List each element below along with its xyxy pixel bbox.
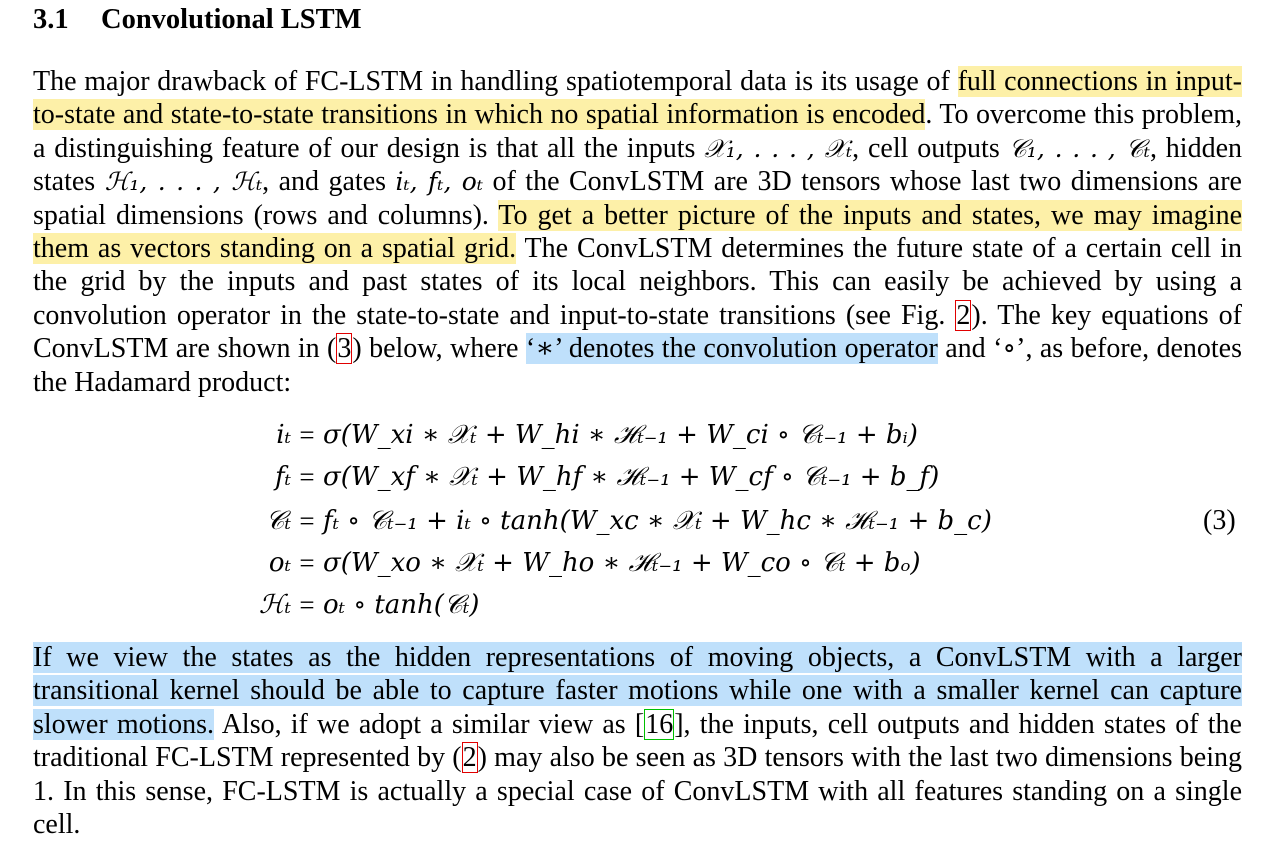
equation-rhs: σ(W_xf ∗ 𝒳ₜ + W_hf ∗ ℋₜ₋₁ + W_cf ∘ 𝒞ₜ₋₁ + b_f) xyxy=(323,462,940,492)
highlight-yellow[interactable]: full connections in input-to-state and state-to-state transitions in which no spatial information is encoded xyxy=(33,66,1242,131)
highlight-blue[interactable]: If we view the states as the hidden representations of moving objects, a ConvLSTM with a larger transitional kernel should be able to capture faster motions while one with a smaller kernel can capture slower motions. xyxy=(33,642,1242,740)
equation-reference-link[interactable]: 2 xyxy=(462,742,477,774)
equation-equals: = xyxy=(299,420,315,450)
paragraph-1 xyxy=(33,65,1242,399)
p2-text: ) may also be seen as 3D tensors with the last two dimensions being 1. In this sense, FC-LSTM is actually a special case of ConvLSTM with all features standing on a single cell. xyxy=(33,742,1242,841)
citation-link[interactable]: 16 xyxy=(645,708,674,740)
math-gates: iₜ, fₜ, oₜ xyxy=(395,167,484,197)
section-title: Convolutional LSTM xyxy=(101,4,362,35)
equation-lhs: 𝒞ₜ xyxy=(265,506,291,536)
figure-reference-link[interactable]: 2 xyxy=(956,299,971,331)
p1-text: . To overcome this problem, a distinguishing feature of our design is that all the inputs xyxy=(33,99,1242,164)
equation-rhs: σ(W_xi ∗ 𝒳ₜ + W_hi ∗ ℋₜ₋₁ + W_ci ∘ 𝒞ₜ₋₁ + bᵢ) xyxy=(323,420,918,450)
highlight-blue[interactable]: ‘∗’ denotes the convolution operator xyxy=(525,333,938,365)
section-number: 3.1 xyxy=(33,4,69,35)
p1-text: The ConvLSTM determines the future state of a certain cell in the grid by the inputs and past states of its local neighbors. This can easily be achieved by using a convolution operator in the state-to-state and input-to-state transitions (see Fig. xyxy=(33,233,1243,331)
math-inputs: 𝒳₁, . . . , 𝒳ₜ xyxy=(704,133,853,163)
p1-text: ) below, where xyxy=(352,333,526,365)
math-hidden: ℋ₁, . . . , ℋₜ xyxy=(104,167,263,197)
p1-text: The major drawback of FC-LSTM in handling spatiotemporal data is its usage of xyxy=(33,66,958,97)
equation-lhs: oₜ xyxy=(268,548,291,578)
equation-lhs: fₜ xyxy=(274,462,291,492)
p1-text: ). The key equations of ConvLSTM are shown in ( xyxy=(33,299,1242,365)
p1-text: , hidden states xyxy=(33,132,1242,198)
p1-text: , and gates xyxy=(262,166,396,198)
equation-lhs: iₜ xyxy=(276,420,291,450)
math-cells: 𝒞₁, . . . , 𝒞ₜ xyxy=(1008,133,1150,163)
p2-text: Also, if we adopt a similar view as [ xyxy=(214,708,645,740)
equation-block xyxy=(33,418,1242,628)
equation-rhs: oₜ ∘ tanh(𝒞ₜ) xyxy=(323,590,480,620)
paragraph-2 xyxy=(33,641,1242,841)
equation-equals: = xyxy=(299,506,315,536)
p2-text: ], the inputs, cell outputs and hidden states of the traditional FC-LSTM represented by ( xyxy=(33,708,1242,774)
section-heading xyxy=(33,3,362,37)
equation-rhs: fₜ ∘ 𝒞ₜ₋₁ + iₜ ∘ tanh(W_xc ∗ 𝒳ₜ + W_hc ∗ ℋₜ₋₁ + b_c) xyxy=(323,506,992,536)
equation-number: (3) xyxy=(1203,505,1236,536)
equation-equals: = xyxy=(299,462,315,492)
equation-lhs: ℋₜ xyxy=(258,590,291,620)
equation-equals: = xyxy=(299,590,315,620)
equation-rhs: σ(W_xo ∗ 𝒳ₜ + W_ho ∗ ℋₜ₋₁ + W_co ∘ 𝒞ₜ + bₒ) xyxy=(323,548,921,578)
p1-text: , cell outputs xyxy=(852,132,1009,164)
equation-equals: = xyxy=(299,548,315,578)
equation-reference-link[interactable]: 3 xyxy=(337,333,352,365)
p1-text: and ‘∘’, as before, denotes the Hadamard product: xyxy=(33,333,1242,398)
highlight-yellow[interactable]: To get a better picture of the inputs and states, we may imagine them as vectors standing on a spatial grid. xyxy=(33,199,1242,265)
p1-text: of the ConvLSTM are 3D tensors whose last two dimensions are spatial dimensions (rows and columns). xyxy=(33,166,1242,231)
